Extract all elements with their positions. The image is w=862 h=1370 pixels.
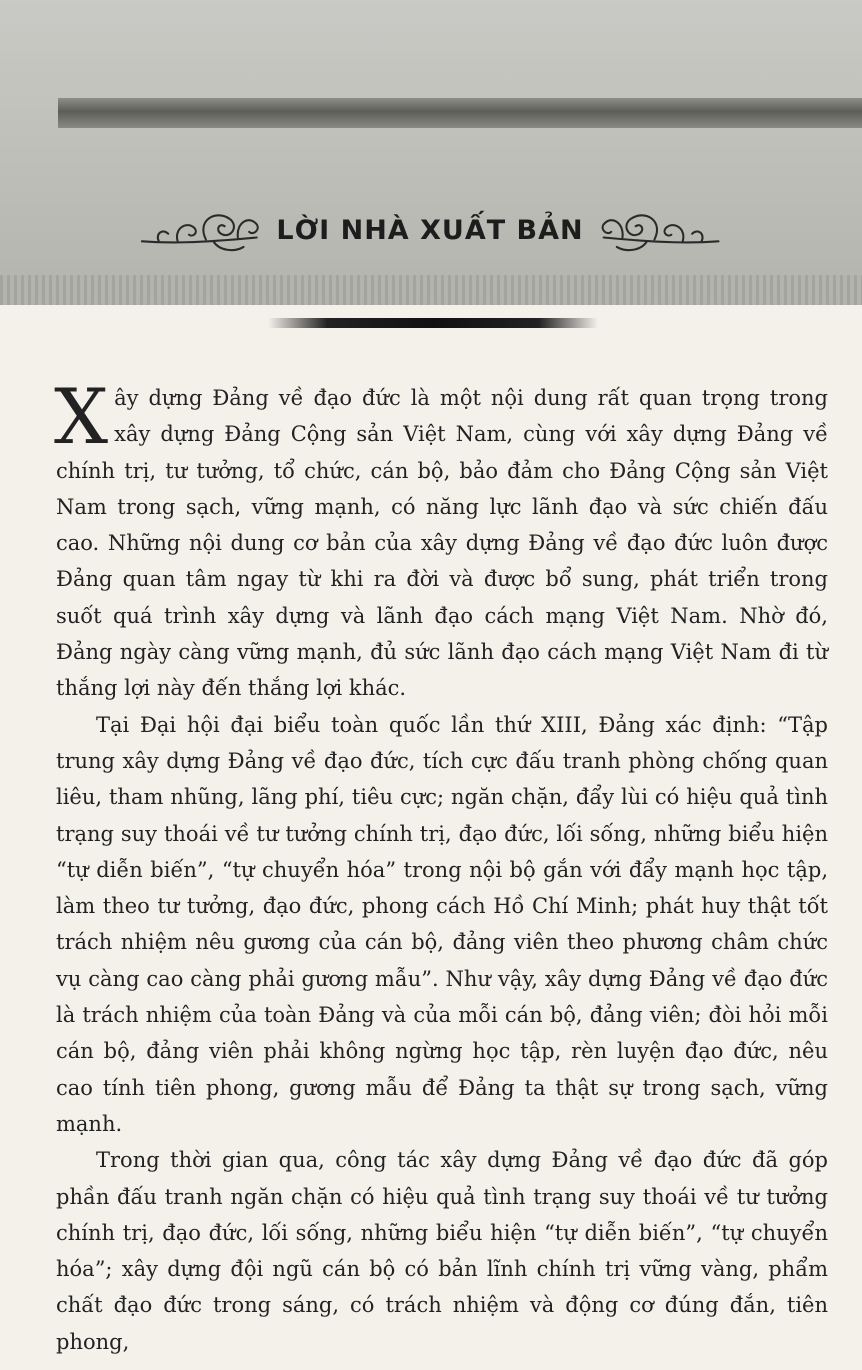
- paragraph-3: Trong thời gian qua, công tác xây dựng Đảng về đạo đức đã góp phần đấu tranh ngăn chặn có hiệu quả tình trạng suy thoái về tư tưởng chính trị, đạo đức, lối sống, những biểu hiện “tự diễn biến”, “tự chuyển hóa”; xây dựng đội ngũ cán bộ có bản lĩnh chính trị vững vàng, phẩm chất đạo đức trong sáng, có trách nhiệm và động cơ đúng đắn, tiên phong,: [56, 1148, 828, 1354]
- chapter-heading: [140, 196, 720, 264]
- paragraph-2: Tại Đại hội đại biểu toàn quốc lần thứ XIII, Đảng xác định: “Tập trung xây dựng Đảng về đạo đức, tích cực đấu tranh phòng chống quan liêu, tham nhũng, lãng phí, tiêu cực; ngăn chặn, đẩy lùi có hiệu quả tình trạng suy thoái về tư tưởng chính trị, đạo đức, lối sống, những biểu hiện “tự diễn biến”, “tự chuyển hóa” trong nội bộ gắn với đẩy mạnh học tập, làm theo tư tưởng, đạo đức, phong cách Hồ Chí Minh; phát huy thật tốt trách nhiệm nêu gương của cán bộ, đảng viên theo phương châm chức vụ càng cao càng phải gương mẫu”. Như vậy, xây dựng Đảng về đạo đức là trách nhiệm của toàn Đảng và của mỗi cán bộ, đảng viên; đòi hỏi mỗi cán bộ, đảng viên phải không ngừng học tập, rèn luyện đạo đức, nêu cao tính tiên phong, gương mẫu để Đảng ta thật sự trong sạch, vững mạnh.: [56, 712, 828, 1136]
- flourish-left-icon: [140, 200, 262, 260]
- heading-underline-bar: [268, 318, 598, 328]
- paragraph-text: ây dựng Đảng về đạo đức là một nội dung rất quan trọng trong xây dựng Đảng Cộng sản Việt Nam, cùng với xây dựng Đảng về chính trị, tư tưởng, tổ chức, cán bộ, bảo đảm cho Đảng Cộng sản Việt Nam trong sạch, vững mạnh, có năng lực lãnh đạo và sức chiến đấu cao. Những nội dung cơ bản của xây dựng Đảng về đạo đức luôn được Đảng quan tâm ngay từ khi ra đời và được bổ sung, phát triển trong suốt quá trình xây dựng và lãnh đạo cách mạng Việt Nam. Nhờ đó, Đảng ngày càng vững mạnh, đủ sức lãnh đạo cách mạng Việt Nam đi từ thắng lợi này đến thắng lợi khác.: [56, 386, 828, 701]
- paragraph-1: [54, 372, 828, 707]
- top-decorative-rule: [58, 98, 862, 128]
- body-text: [54, 372, 828, 1360]
- flourish-right-icon: [598, 200, 720, 260]
- drop-cap: X: [54, 372, 109, 461]
- page-title: LỜI NHÀ XUẤT BẢN: [276, 214, 584, 246]
